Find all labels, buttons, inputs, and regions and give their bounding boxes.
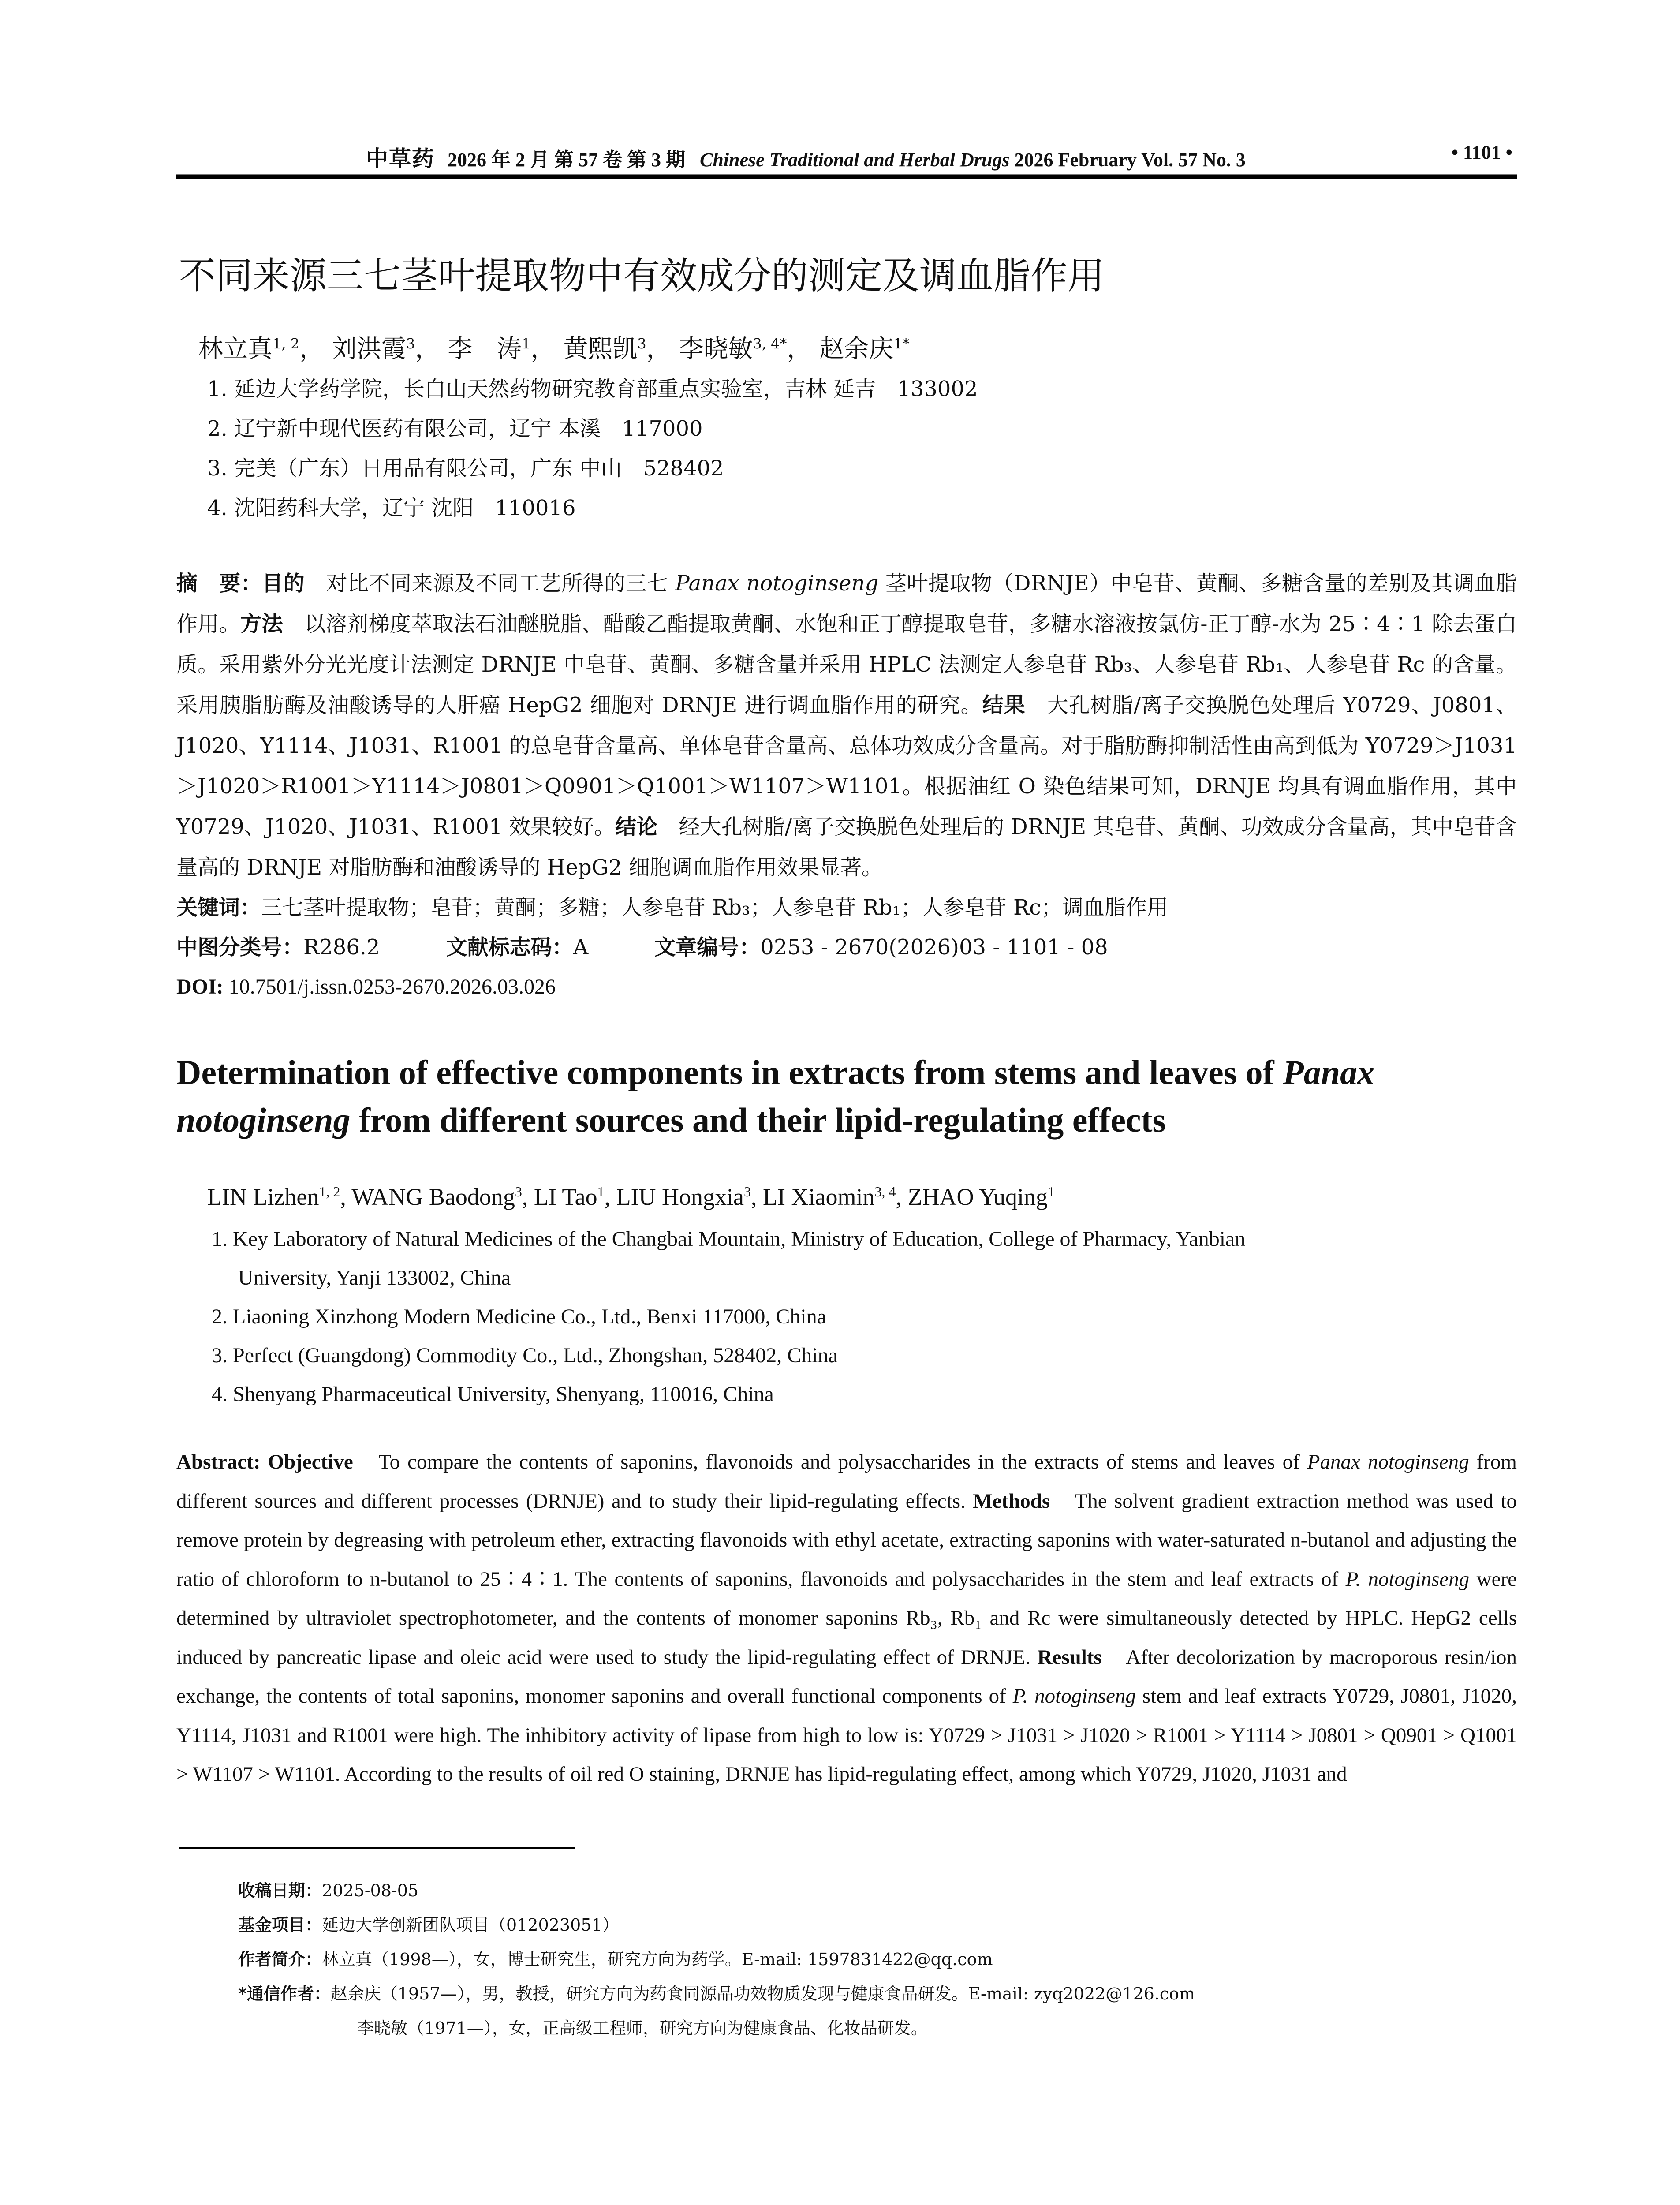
footnote-corresponding-2: 李晓敏（1971—），女，正高级工程师，研究方向为健康食品、化妆品研发。 xyxy=(357,2018,928,2038)
author-en: LI Tao xyxy=(534,1184,597,1210)
title-cn: 不同来源三七茎叶提取物中有效成分的测定及调血脂作用 xyxy=(179,254,1105,297)
footnote-fund xyxy=(238,1908,1517,1942)
author-bio-label: 作者简介： xyxy=(238,1949,322,1969)
author-aff: 3, 4* xyxy=(753,335,787,352)
abstract-cn xyxy=(176,563,1517,888)
results-en-post: stem and leaf extracts Y0729, J0801, J1020, Y1114, J1031 and R1001 were high. The inhibitory activity of lipase from high to low is: Y0729 > J1031 > J1020 > R1001 > Y1114 > J0801 > Q0901 > Q1001 > W1107 > W1101. According to the results of oil red O staining, DRNJE has lipid-regulating effect, among which Y0729, J1020, J1031 and xyxy=(176,1685,1517,1786)
doi-line xyxy=(176,967,1517,1007)
title-en-part2: from different sources and their lipid-regulating effects xyxy=(350,1101,1166,1139)
corresponding-value: 赵余庆（1957—），男，教授，研究方向为药食同源品功效物质发现与健康食品研发。E-mail: zyq2022@126.com xyxy=(330,1984,1195,2003)
author-aff: 3, 4 xyxy=(874,1184,896,1200)
results-en-pre: After decolorization by macroporous resin/ion exchange, the contents of total saponins, monomer saponins and overall functional components of xyxy=(176,1645,1517,1708)
results-label: 结果 xyxy=(982,693,1026,718)
doi-value[interactable]: 10.7501/j.issn.0253-2670.2026.03.026 xyxy=(223,975,556,998)
header-citation xyxy=(366,141,1246,173)
author-en: LIU Hongxia xyxy=(616,1184,744,1210)
author-cn: 赵余庆 xyxy=(819,335,894,363)
results-en-label: Results xyxy=(1037,1645,1102,1669)
author-cn: 李 涛 xyxy=(448,335,522,363)
footnote-rule xyxy=(179,1847,575,1849)
title-en-part1: Determination of effective components in extracts from stems and leaves of xyxy=(176,1053,1283,1091)
author-aff: 1, 2 xyxy=(319,1184,340,1200)
classification-line xyxy=(176,927,1517,967)
journal-logo-cn: 中草药 xyxy=(366,146,435,171)
author-aff: 3 xyxy=(406,335,415,352)
objective-label: 目的 xyxy=(262,571,305,596)
methods-en-post: were determined by ultraviolet spectrophotometer, and the contents of monomer saponins Rb₃, Rb₁ and Rc were simultaneously detected by HPLC. HepG2 cells induced by pancreatic lipase and oleic acid were used to study the lipid-regulating effect of DRNJE. xyxy=(176,1567,1517,1669)
objective-post: 茎叶提取物（DRNJE）中皂苷、黄酮、多糖含量的差别及其调血脂作用。 xyxy=(176,571,1517,636)
author-cn: 李晓敏 xyxy=(679,335,753,363)
received-label: 收稿日期： xyxy=(238,1880,322,1900)
affiliation-en xyxy=(212,1220,1512,1297)
affiliation-en-line: 1. Key Laboratory of Natural Medicines of the Changbai Mountain, Ministry of Education, College of Pharmacy, Yanbian xyxy=(212,1227,1246,1251)
affiliation-cn: 2. 辽宁新中现代医药有限公司，辽宁 本溪 117000 xyxy=(207,416,703,441)
abstract-en-label: Abstract: Objective xyxy=(176,1450,353,1473)
article-no-value: 0253 - 2670(2026)03 - 1101 - 08 xyxy=(760,935,1108,960)
species-name: Panax notoginseng xyxy=(1307,1450,1469,1473)
doc-code-label: 文献标志码： xyxy=(446,935,573,960)
author-aff: 1 xyxy=(522,335,531,352)
affiliation-cn: 3. 完美（广东）日用品有限公司，广东 中山 528402 xyxy=(207,456,724,481)
keywords-value: 三七茎叶提取物；皂苷；黄酮；多糖；人参皂苷 Rb₃；人参皂苷 Rb₁；人参皂苷 Rc；调血脂作用 xyxy=(261,895,1169,920)
authors-en: LIN Lizhen$^{1, 2}$, WANG Baodong$^3$, LI Tao$^1$, LIU Hongxia$^3$, LI Xiaomin$^{3, 4}$, ZHAO Yuqing$^1$ xyxy=(207,1184,1055,1210)
results-text: 大孔树脂/离子交换脱色处理后 Y0729、J0801、J1020、Y1114、J1031、R1001 的总皂苷含量高、单体皂苷含量高、总体功效成分含量高。对于脂肪酶抑制活性由高到低为 Y0729＞J1031＞J1020＞R1001＞Y1114＞J0801＞Q0901＞Q1001＞W1107＞W1101。根据油红 O 染色结果可知，DRNJE 均具有调血脂作用，其中 Y0729、J1020、J1031、R1001 效果较好。 xyxy=(176,693,1517,839)
author-aff: 3 xyxy=(637,335,646,352)
author-en: LI Xiaomin xyxy=(763,1184,875,1210)
affiliation-en: 3. Perfect (Guangdong) Commodity Co., Ltd., Zhongshan, 528402, China xyxy=(212,1344,838,1367)
affiliation-en: 4. Shenyang Pharmaceutical University, Shenyang, 110016, China xyxy=(212,1383,774,1406)
author-aff: 1 xyxy=(1047,1184,1055,1200)
author-aff: 1* xyxy=(893,335,910,352)
affiliation-en: 2. Liaoning Xinzhong Modern Medicine Co., Ltd., Benxi 117000, China xyxy=(212,1305,827,1328)
page-number: • 1101 • xyxy=(1451,142,1512,163)
fund-label: 基金项目： xyxy=(238,1915,322,1935)
journal-name-en: Chinese Traditional and Herbal Drugs xyxy=(700,149,1010,171)
objective-en-pre: To compare the contents of saponins, flavonoids and polysaccharides in the extracts of stems and leaves of xyxy=(353,1450,1307,1473)
issue-en: 2026 February Vol. 57 No. 3 xyxy=(1014,149,1246,171)
clc-value: R286.2 xyxy=(303,935,380,960)
article-no-label: 文章编号： xyxy=(654,935,761,960)
issue-cn: 2026 年 2 月 第 57 卷 第 3 期 xyxy=(448,149,685,171)
clc-label: 中图分类号： xyxy=(176,935,304,960)
species-name: Panax notoginseng xyxy=(675,571,879,596)
footnote-corresponding xyxy=(238,1977,1517,2011)
author-en: LIN Lizhen xyxy=(207,1184,319,1210)
author-cn: 黄熙凯 xyxy=(563,335,638,363)
affiliation-cn: 4. 沈阳药科大学，辽宁 沈阳 110016 xyxy=(207,496,576,520)
conclusion-label: 结论 xyxy=(615,815,658,839)
abstract-label: 摘 要： xyxy=(176,571,262,596)
author-cn: 刘洪霞 xyxy=(332,335,406,363)
methods-en-pre: The solvent gradient extraction method was used to remove protein by degreasing with petroleum ether, extracting flavonoids with ethyl acetate, extracting saponins with water-saturated n-butanol and adjusting the ratio of chloroform to n-butanol to 25∶4∶1. The contents of saponins, flavonoids and polysaccharides in the stem and leaf extracts of xyxy=(176,1489,1517,1591)
doi-label: DOI: xyxy=(176,975,224,998)
fund-value: 延边大学创新团队项目（012023051） xyxy=(322,1915,619,1935)
author-aff: 1, 2 xyxy=(273,335,300,352)
methods-label: 方法 xyxy=(240,612,283,636)
title-en xyxy=(176,1049,1526,1144)
author-bio-value: 林立真（1998—），女，博士研究生，研究方向为药学。E-mail: 1597831422@qq.com xyxy=(322,1949,993,1969)
objective-en-post: from different sources and different processes (DRNJE) and to study their lipid-regulating effects. xyxy=(176,1450,1517,1513)
methods-en-label: Methods xyxy=(973,1489,1050,1513)
author-aff: 3 xyxy=(744,1184,751,1200)
abstract-en xyxy=(176,1443,1517,1794)
affiliation-en-line: University, Yanji 133002, China xyxy=(238,1266,511,1289)
received-value: 2025-08-05 xyxy=(322,1880,419,1900)
author-aff: 1 xyxy=(597,1184,605,1200)
author-aff: 3 xyxy=(515,1184,522,1200)
author-cn: 林立真 xyxy=(198,335,273,363)
keywords-label: 关键词： xyxy=(176,895,261,920)
keywords-cn xyxy=(176,888,1517,927)
author-en: WANG Baodong xyxy=(351,1184,515,1210)
conclusion-text: 经大孔树脂/离子交换脱色处理后的 DRNJE 其皂苷、黄酮、功效成分含量高，其中皂苷含量高的 DRNJE 对脂肪酶和油酸诱导的 HepG2 细胞调血脂作用效果显著。 xyxy=(176,815,1517,880)
page xyxy=(176,0,1517,2072)
doc-code-value: A xyxy=(573,935,589,960)
footnote-author xyxy=(238,1942,1517,1977)
running-header xyxy=(176,141,1517,174)
footnote-received xyxy=(238,1873,1517,1908)
species-name: P. notoginseng xyxy=(1012,1685,1136,1708)
affiliation-cn: 1. 延边大学药学院，长白山天然药物研究教育部重点实验室，吉林 延吉 133002 xyxy=(207,377,978,401)
authors-cn: 林立真$^{1, 2}$， 刘洪霞$^3$， 李 涛$^1$， 黄熙凯$^3$， 李晓敏$^{3, 4*}$， 赵余庆$^{1*}$ xyxy=(198,335,910,363)
header-rule xyxy=(176,174,1517,179)
methods-text: 以溶剂梯度萃取法石油醚脱脂、醋酸乙酯提取黄酮、水饱和正丁醇提取皂苷，多糖水溶液按氯仿-正丁醇-水为 25∶4∶1 除去蛋白质。采用紫外分光光度计法测定 DRNJE 中皂苷、黄酮、多糖含量并采用 HPLC 法测定人参皂苷 Rb₃、人参皂苷 Rb₁、人参皂苷 Rc 的含量。采用胰脂肪酶及油酸诱导的人肝癌 HepG2 细胞对 DRNJE 进行调血脂作用的研究。 xyxy=(176,612,1517,718)
title-en-species: Panax notoginseng xyxy=(176,1053,1375,1139)
objective-pre: 对比不同来源及不同工艺所得的三七 xyxy=(305,571,676,596)
corresponding-label: *通信作者： xyxy=(238,1984,331,2003)
species-name: P. notoginseng xyxy=(1345,1567,1470,1591)
author-en: ZHAO Yuqing xyxy=(907,1184,1048,1210)
